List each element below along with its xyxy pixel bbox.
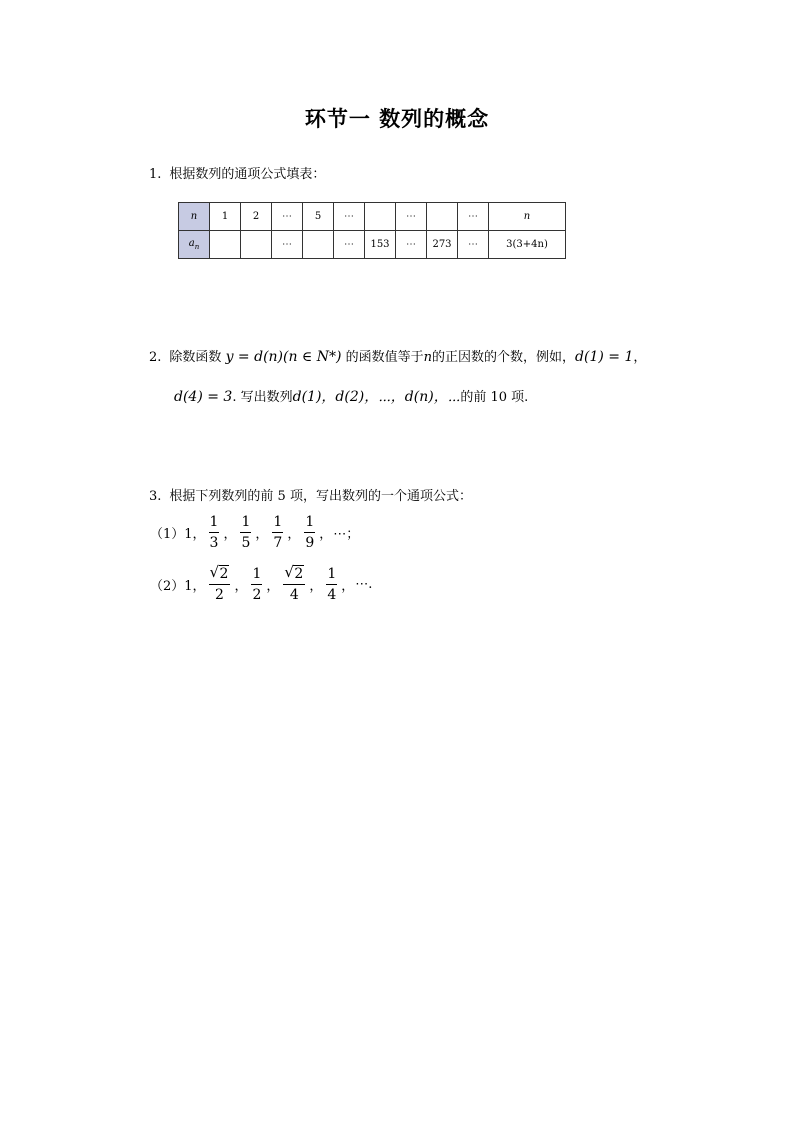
- denominator: 4: [289, 587, 299, 603]
- table-cell: n: [179, 203, 210, 231]
- numerator: [283, 563, 305, 585]
- numerator: 1: [240, 514, 251, 533]
- a-label: a: [188, 238, 195, 249]
- question-text: 的函数值等于: [345, 350, 424, 365]
- numerator: 1: [326, 566, 337, 585]
- table-cell: 3(3+4n): [489, 231, 566, 259]
- fraction: [209, 514, 220, 551]
- table-cell: [179, 231, 210, 259]
- radicand: 2: [294, 566, 304, 582]
- question-text: 的正因数的个数，例如，: [432, 350, 576, 365]
- table-cell: 153: [365, 231, 396, 259]
- sequence-ending: ⋯；: [333, 527, 360, 542]
- table-cell: 5: [303, 203, 334, 231]
- question-text: . 写出数列: [232, 390, 293, 405]
- fill-in-table: [178, 202, 566, 259]
- table-cell: ⋯: [272, 231, 303, 259]
- question-text: 的前 10 项.: [460, 390, 529, 405]
- formula: d(4) = 3: [174, 389, 233, 405]
- question-1: [149, 166, 325, 184]
- fraction: [304, 514, 315, 551]
- question-text: 根据下列数列的前 5 项，写出数列的一个通项公式：: [169, 489, 472, 504]
- sequence-part-1: （1）1， $\frac{1}{3}$ ， $\frac{1}{5}$ ， $\frac{1}{7}$ ， $\frac{1}{9}$ ， ⋯；: [150, 514, 360, 551]
- question-text: 根据数列的通项公式填表：: [169, 167, 326, 182]
- radical-sign: √: [284, 563, 294, 581]
- sqrt: [209, 563, 230, 582]
- table-cell: ⋯: [396, 231, 427, 259]
- table-cell: n: [489, 203, 566, 231]
- formula: y = d(n)(n ∈ N*): [225, 349, 342, 365]
- fraction: [326, 566, 337, 603]
- table-cell: 2: [241, 203, 272, 231]
- question-text: ，: [633, 350, 647, 365]
- question-text: 除数函数: [169, 350, 222, 365]
- denominator: 7: [273, 535, 283, 551]
- part-label: （2）1，: [150, 579, 206, 594]
- table-cell: ⋯: [458, 231, 489, 259]
- fraction: [209, 563, 231, 603]
- table-cell: [210, 231, 241, 259]
- denominator: 2: [252, 587, 262, 603]
- radical-sign: √: [209, 563, 220, 581]
- fraction: [283, 563, 305, 603]
- fraction: [240, 514, 251, 551]
- part-label: （1）1，: [150, 527, 206, 542]
- a-label-sub: n: [194, 243, 200, 251]
- denominator: 5: [241, 535, 251, 551]
- table-cell: ⋯: [396, 203, 427, 231]
- denominator: 9: [305, 535, 315, 551]
- table-cell: ⋯: [272, 203, 303, 231]
- formula: d(1)，d(2)，⋯，d(n)，⋯: [292, 389, 461, 405]
- fraction: [251, 566, 262, 603]
- table-cell: [241, 231, 272, 259]
- question-3: [149, 488, 472, 506]
- table-row-n: [179, 203, 566, 231]
- table-cell: [303, 231, 334, 259]
- table-row-a: [179, 231, 566, 259]
- question-number: 2.: [149, 350, 162, 365]
- numerator: 1: [272, 514, 283, 533]
- table-cell: 1: [210, 203, 241, 231]
- numerator: 1: [304, 514, 315, 533]
- table-cell: [365, 203, 396, 231]
- table-cell: ⋯: [334, 231, 365, 259]
- denominator: 3: [209, 535, 219, 551]
- sqrt: [284, 563, 304, 582]
- numerator: 1: [251, 566, 262, 585]
- page-title: 环节一 数列的概念: [304, 107, 490, 131]
- denominator: 4: [327, 587, 337, 603]
- question-number: 1.: [149, 167, 162, 182]
- numerator: [209, 563, 231, 585]
- denominator: 2: [215, 587, 224, 603]
- numerator: 1: [209, 514, 220, 533]
- table-cell: [427, 203, 458, 231]
- radicand: 2: [219, 566, 229, 582]
- question-number: 3.: [149, 489, 162, 504]
- question-2-line-1: [149, 348, 646, 367]
- sequence-part-2: （2）1， √ 2 2 ， $\frac{1}{2}$ ， √ 2 4 ， $\frac{1}{4}$ ， ⋯.: [150, 563, 373, 603]
- fraction: [272, 514, 283, 551]
- sequence-ending: ⋯.: [355, 577, 373, 592]
- formula: d(1) = 1: [575, 349, 634, 365]
- table-cell: 273: [427, 231, 458, 259]
- table-cell: ⋯: [334, 203, 365, 231]
- variable: n: [423, 350, 432, 365]
- table-cell: ⋯: [458, 203, 489, 231]
- question-2-line-2: [174, 388, 528, 407]
